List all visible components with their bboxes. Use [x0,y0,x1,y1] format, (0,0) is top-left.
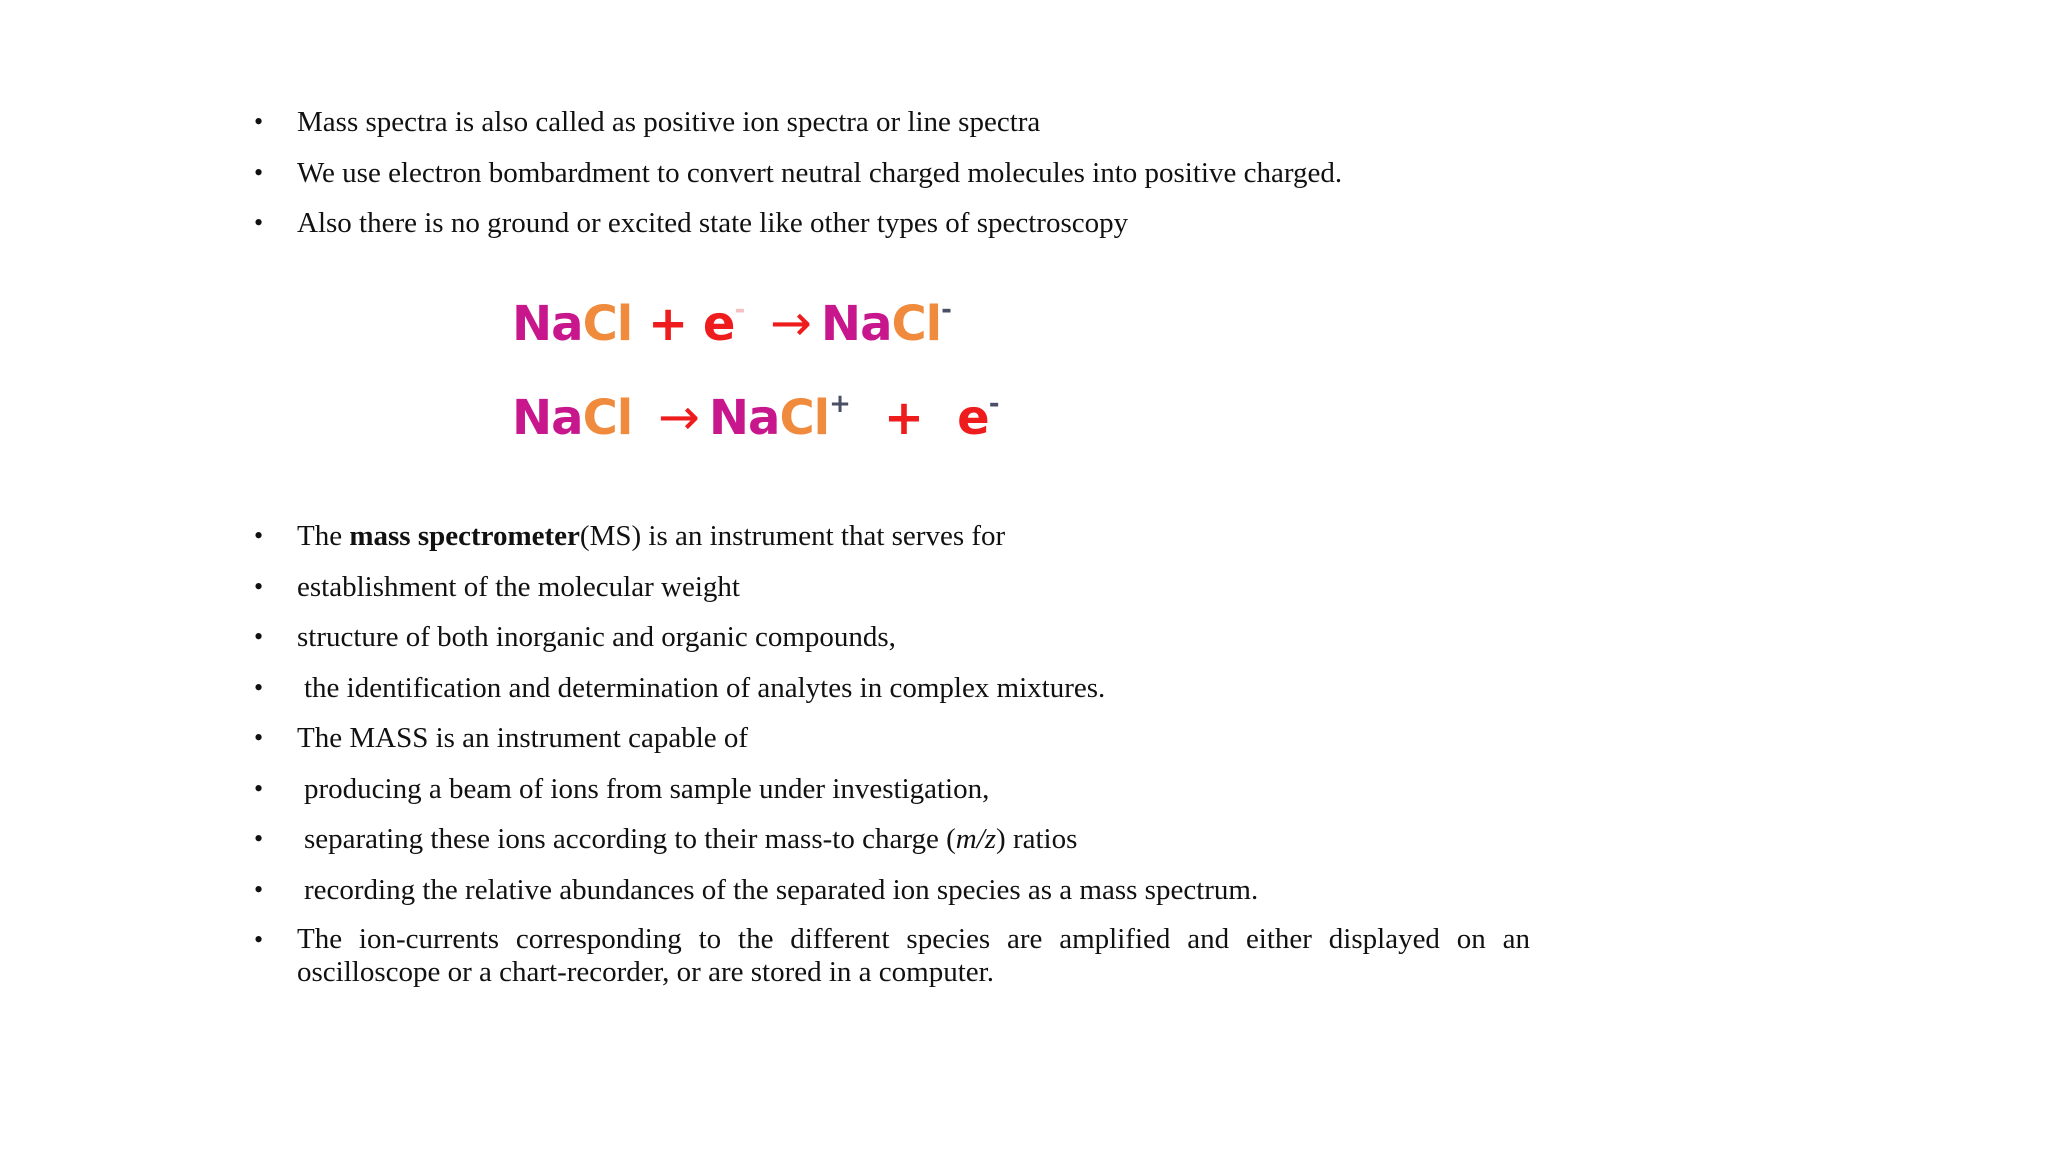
eq1-na: Na [512,296,583,352]
italic-term: m/z [955,823,997,855]
list-item [0,915,1530,989]
list-item [0,713,1530,764]
bullet-icon: • [254,622,264,651]
bullet-icon: • [254,723,264,752]
eq1-electron: e [702,296,735,352]
bullet-icon: • [254,773,264,803]
reaction-arrow-icon: → [657,388,699,446]
list-item [0,562,1530,613]
body-bullet-list [0,511,1530,989]
bullet-text: Also there is no ground or excited state like other types of spectroscopy [297,207,1129,239]
eq1-product-cl: Cl [891,296,942,352]
list-item [0,612,1530,663]
bullet-icon: • [254,672,264,702]
list-item [0,865,1530,916]
bullet-icon: • [254,208,264,237]
eq1-product-charge: - [941,295,951,325]
equation-electron-capture [512,294,951,352]
bullet-icon: • [254,521,264,550]
intro-bullet-list [0,97,1342,249]
eq2-product-na: Na [708,390,780,446]
bullet-text: establishment of the molecular weight [297,570,740,603]
list-item [0,97,1342,148]
bold-term: mass spectrometer [349,520,580,552]
bullet-icon: • [254,874,264,904]
bullet-icon: • [254,571,264,601]
list-item [0,764,1530,815]
bullet-text: The MASS is an instrument capable of [297,722,749,754]
eq2-electron: e [957,390,989,446]
eq1-electron-charge: - [734,295,745,325]
list-item [0,663,1530,714]
eq2-cl: Cl [582,390,633,446]
list-item [0,198,1342,249]
bullet-text: The ion-currents corresponding to the different species are amplified and either displayed on an oscilloscope or a chart-recorder, or are stored in a computer. [297,923,1530,988]
list-item [0,511,1530,562]
reaction-arrow-icon: → [769,294,811,352]
eq2-plus: + [883,390,924,446]
bullet-icon: • [254,824,264,853]
eq2-electron-charge: - [988,389,999,419]
list-item [0,814,1530,865]
equation-ionization [512,388,999,446]
eq2-product-charge: + [829,389,850,419]
eq1-product-na: Na [820,296,892,352]
eq1-cl: Cl [582,296,633,352]
eq2-product-cl: Cl [779,390,830,446]
bullet-text: Mass spectra is also called as positive ion spectra or line spectra [297,106,1041,138]
bullet-text: the identification and determination of analytes in complex mixtures. [304,671,1106,704]
bullet-text: The mass spectrometer(MS) is an instrument that serves for [297,520,1006,552]
eq1-plus: + [647,296,688,352]
bullet-text: We use electron bombardment to convert neutral charged molecules into positive charged. [297,156,1343,189]
bullet-icon: • [254,157,264,187]
bullet-icon: • [254,107,264,136]
eq2-na: Na [512,390,583,446]
bullet-icon: • [254,925,264,954]
bullet-text: producing a beam of ions from sample under investigation, [304,772,990,805]
bullet-text: separating these ions according to their mass-to charge (m/z) ratios [304,823,1078,855]
bullet-text: recording the relative abundances of the separated ion species as a mass spectrum. [304,873,1259,906]
list-item [0,148,1342,199]
bullet-text: structure of both inorganic and organic compounds, [297,621,896,653]
